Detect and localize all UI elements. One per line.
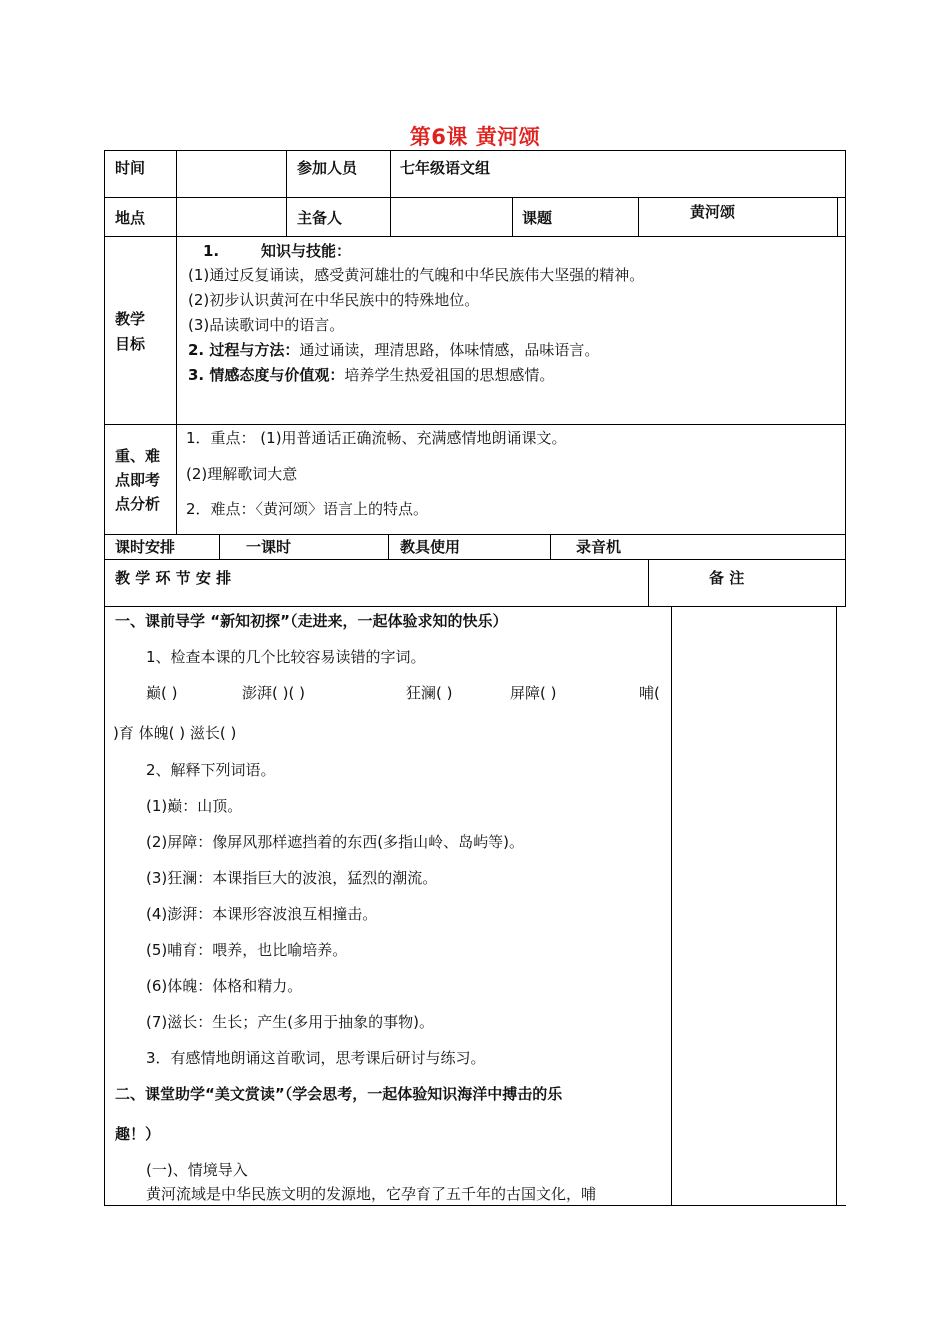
definition: (7)滋长：生长；产生(多用于抽象的事物)。: [146, 1013, 434, 1031]
objective-attitude-label: 3. 情感态度与价值观：: [188, 366, 345, 384]
objective-heading-number: 1.: [203, 242, 220, 260]
definition: (5)哺育：喂养，也比喻培养。: [146, 941, 348, 959]
word-blank: 澎湃( )( ): [242, 684, 305, 702]
section-2-title-cont: 趣！）: [115, 1125, 161, 1143]
hours-label: 课时安排: [115, 538, 176, 556]
key-points-label-2: 点即考: [115, 471, 161, 489]
topic-value: 黄河颂: [690, 203, 736, 221]
objective-heading: 知识与技能：: [261, 242, 352, 260]
section-1-item: 2、解释下列词语。: [146, 761, 276, 779]
word-blank-line: )育 体魄( ) 滋长( ): [113, 724, 237, 742]
notes-label: 备 注: [709, 569, 745, 587]
time-label: 时间: [115, 159, 146, 177]
objectives-label-1: 教学: [115, 310, 146, 328]
definition: (4)澎湃：本课形容波浪互相撞击。: [146, 905, 378, 923]
objective-attitude-text: 培养学生热爱祖国的思想感情。: [344, 366, 555, 384]
arrangement-label: 教 学 环 节 安 排: [115, 569, 232, 587]
page-title: 第6课 黄河颂: [409, 125, 541, 149]
place-label: 地点: [115, 209, 146, 227]
participants-value: 七年级语文组: [400, 159, 491, 177]
tools-label: 教具使用: [400, 538, 461, 556]
objective-line: (3)品读歌词中的语言。: [188, 316, 345, 334]
lead-label: 主备人: [297, 209, 343, 227]
objective-process-text: 通过诵读，理清思路，体味情感，品味语言。: [299, 341, 600, 359]
topic-label: 课题: [522, 209, 553, 227]
key-points-label-3: 点分析: [115, 495, 161, 513]
section-2-title: 二、课堂助学“美文赏读”（学会思考，一起体验知识海洋中搏击的乐: [115, 1085, 563, 1103]
section-1-item: 1、检查本课的几个比较容易读错的字词。: [146, 648, 426, 666]
word-blank: 哺(: [639, 684, 660, 702]
section-1-title: 一、课前导学 “新知初探”（走进来，一起体验求知的快乐）: [115, 612, 508, 630]
key-point-line: 1．重点： (1)用普通话正确流畅、充满感情地朗诵课文。: [186, 429, 567, 447]
section-2-subtitle: (一)、情境导入: [146, 1161, 248, 1179]
objective-line: (2)初步认识黄河在中华民族中的特殊地位。: [188, 291, 480, 309]
objective-line-attitude: [188, 365, 554, 385]
section-2-paragraph: 黄河流域是中华民族文明的发源地，它孕育了五千年的古国文化，哺: [146, 1185, 597, 1203]
key-point-line: 2．难点：〈黄河颂〉语言上的特点。: [186, 500, 429, 518]
objectives-label-2: 目标: [115, 335, 146, 353]
word-blank: 狂澜( ): [406, 684, 453, 702]
word-blank: 巅( ): [146, 684, 178, 702]
definition: (6)体魄：体格和精力。: [146, 977, 303, 995]
objective-line-process: [188, 340, 599, 360]
section-1-item: 3．有感情地朗诵这首歌词，思考课后研讨与练习。: [146, 1049, 486, 1067]
key-points-label-1: 重、难: [115, 447, 161, 465]
tools-value: 录音机: [576, 538, 622, 556]
word-blank: 屏障( ): [510, 684, 557, 702]
objective-process-label: 2. 过程与方法：: [188, 341, 300, 359]
objective-line: (1)通过反复诵读，感受黄河雄壮的气魄和中华民族伟大坚强的精神。: [188, 266, 645, 284]
definition: (2)屏障：像屏风那样遮挡着的东西(多指山岭、岛屿等)。: [146, 833, 524, 851]
participants-label: 参加人员: [297, 159, 358, 177]
definition: (3)狂澜：本课指巨大的波浪，猛烈的潮流。: [146, 869, 438, 887]
key-point-line: (2)理解歌词大意: [186, 465, 298, 483]
definition: (1)巅：山顶。: [146, 797, 243, 815]
hours-value: 一课时: [246, 538, 292, 556]
